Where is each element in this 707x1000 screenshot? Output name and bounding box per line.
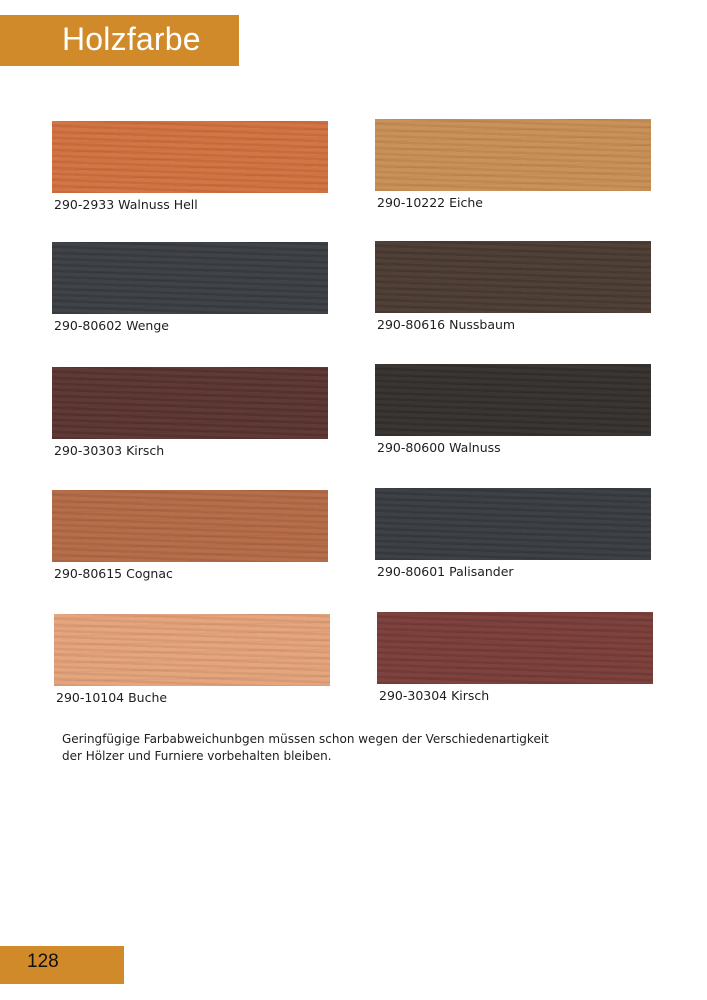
swatch-label: 290-80600 Walnuss — [377, 440, 501, 455]
disclaimer-note — [62, 731, 652, 765]
swatch-card — [52, 121, 328, 212]
swatch-label: 290-2933 Walnuss Hell — [54, 197, 198, 212]
page-title: Holzfarbe — [62, 21, 201, 57]
color-swatch — [54, 614, 330, 686]
swatch-label: 290-80616 Nussbaum — [377, 317, 516, 332]
color-swatch — [375, 241, 651, 313]
color-swatch — [377, 612, 653, 684]
swatch-card — [375, 364, 651, 455]
swatch-card — [375, 488, 651, 579]
swatch-card — [375, 119, 651, 210]
color-swatch — [52, 490, 328, 562]
color-swatch — [375, 364, 651, 436]
page-number-box — [0, 946, 124, 984]
color-swatch — [375, 119, 651, 191]
page-number: 128 — [27, 951, 59, 972]
color-swatch — [52, 242, 328, 314]
swatch-label: 290-10104 Buche — [56, 690, 168, 705]
swatch-card — [54, 614, 330, 705]
swatch-label: 290-80602 Wenge — [54, 318, 169, 333]
swatch-card — [52, 490, 328, 581]
swatch-label: 290-80601 Palisander — [377, 564, 514, 579]
color-swatch — [375, 488, 651, 560]
swatch-card — [52, 242, 328, 333]
disclaimer-line: Geringfügige Farbabweichunbgen müssen schon wegen der Verschiedenartigkeit — [62, 732, 549, 746]
swatch-card — [52, 367, 328, 458]
disclaimer-line: der Hölzer und Furniere vorbehalten bleiben. — [62, 749, 332, 763]
swatch-label: 290-80615 Cognac — [54, 566, 173, 581]
color-swatch — [52, 367, 328, 439]
swatch-card — [375, 241, 651, 332]
title-banner — [0, 15, 239, 66]
color-swatch — [52, 121, 328, 193]
swatch-label: 290-30304 Kirsch — [379, 688, 490, 703]
swatch-card — [377, 612, 653, 703]
swatch-label: 290-30303 Kirsch — [54, 443, 165, 458]
swatch-label: 290-10222 Eiche — [377, 195, 483, 210]
